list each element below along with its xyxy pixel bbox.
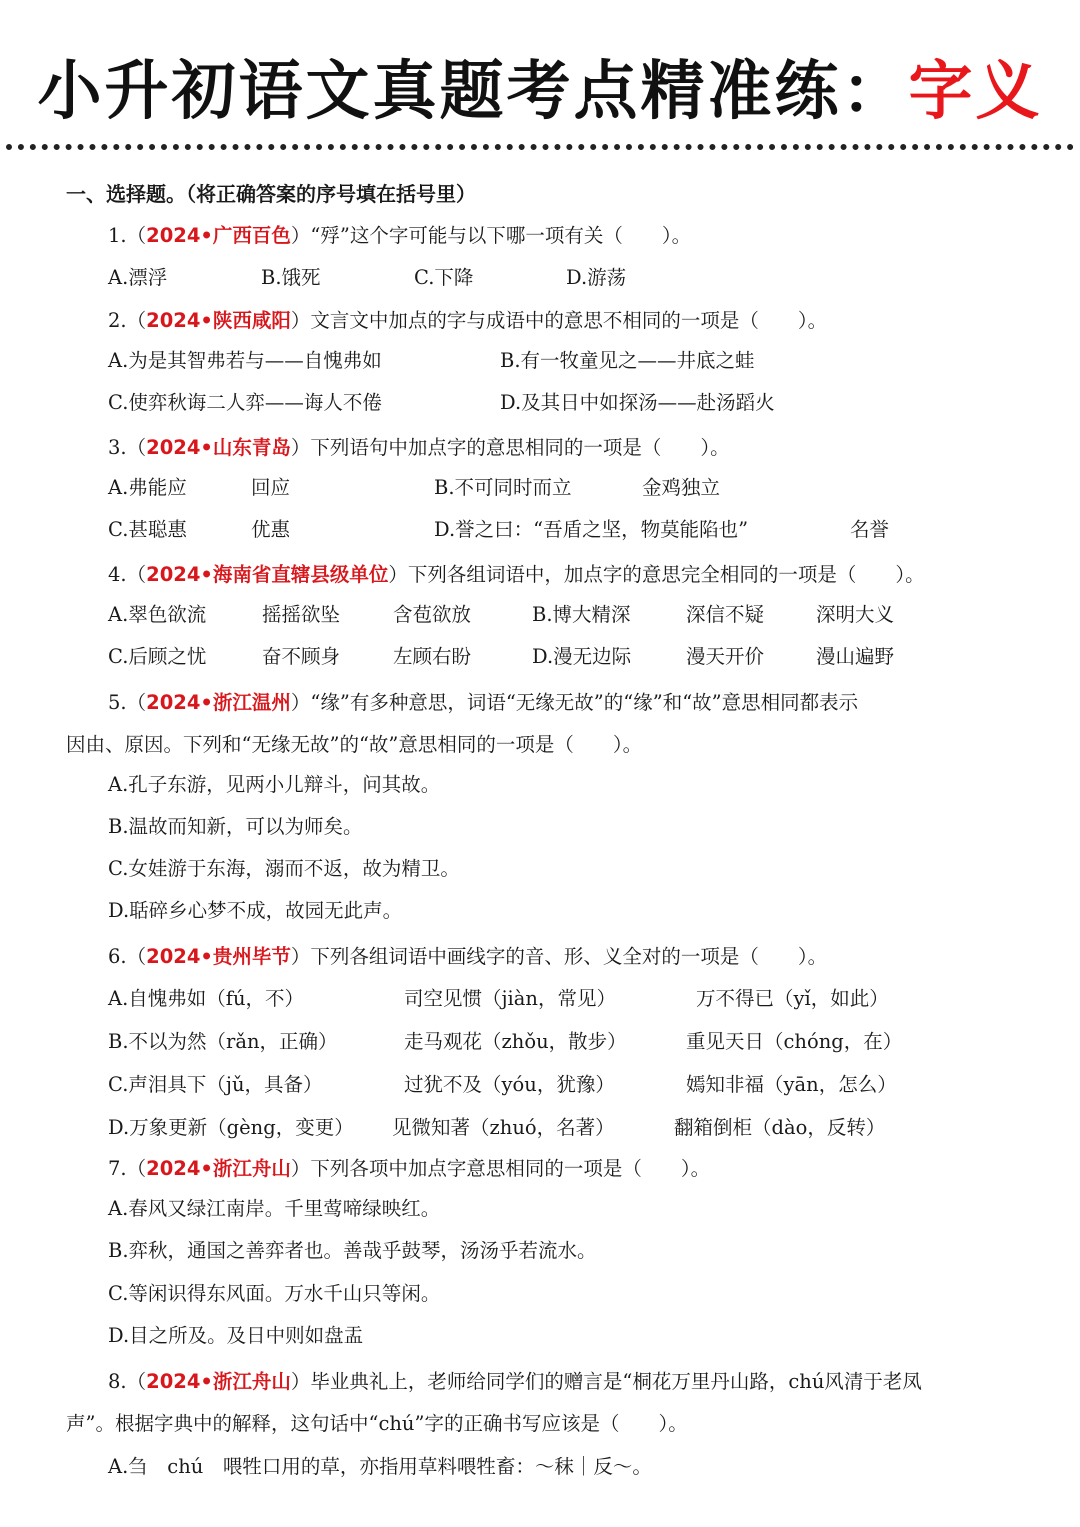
- question-2-options-cd: [108, 390, 1008, 416]
- option-c-word-2: 过犹不及（yóu，犹豫）: [404, 1073, 615, 1096]
- option-a-word-2: 摇摇欲坠: [262, 603, 341, 626]
- option-d[interactable]: D.目之所及。及日中则如盘盂: [108, 1324, 364, 1347]
- option-c-word-2: 奋不顾身: [262, 645, 341, 668]
- option-b-word: 金鸡独立: [642, 476, 721, 499]
- option-c[interactable]: C.后顾之忧: [108, 645, 207, 668]
- question-4-options-cd: [108, 644, 1028, 670]
- question-6-stem: 6.（2024•贵州毕节）下列各组词语中画线字的音、形、义全对的一项是（ ）。: [108, 945, 828, 968]
- option-b-word-3: 重见天日（chóng，在）: [686, 1030, 903, 1053]
- option-a[interactable]: A.翠色欲流: [108, 603, 207, 626]
- question-2-stem: 2.（2024•陕西咸阳）文言文中加点的字与成语中的意思不相同的一项是（ ）。: [108, 309, 828, 332]
- question-8-stem-cont: 声”。根据字典中的解释，这句话中“chú”字的正确书写应该是（ ）。: [66, 1412, 688, 1435]
- option-c[interactable]: C.声泪具下（jǔ，具备）: [108, 1073, 323, 1096]
- option-b[interactable]: B.弈秋，通国之善弈者也。善哉乎鼓琴，汤汤乎若流水。: [108, 1239, 597, 1262]
- option-c-word: 优惠: [251, 518, 291, 541]
- title-highlight: 字义: [908, 55, 1043, 129]
- question-3-stem: 3.（2024•山东青岛）下列语句中加点字的意思相同的一项是（ ）。: [108, 436, 730, 459]
- option-d-word: 名誉: [850, 518, 890, 541]
- option-a-word: 回应: [251, 476, 291, 499]
- option-d[interactable]: D.聒碎乡心梦不成，故园无此声。: [108, 899, 403, 922]
- option-c-word-3: 左顾右盼: [393, 645, 472, 668]
- option-c[interactable]: C.等闲识得东风面。万水千山只等闲。: [108, 1282, 441, 1305]
- option-a[interactable]: A.为是其智弗若与——自愧弗如: [108, 349, 382, 372]
- option-c[interactable]: C.下降: [414, 266, 474, 289]
- option-d[interactable]: D.万象更新（gèng，变更）: [108, 1116, 354, 1139]
- question-6-option-b: [108, 1029, 1028, 1055]
- option-b[interactable]: B.不可同时而立: [434, 476, 572, 499]
- option-d[interactable]: D.游荡: [566, 266, 627, 289]
- option-a[interactable]: A.漂浮: [108, 266, 168, 289]
- question-source: 2024•山东青岛: [146, 436, 291, 459]
- question-2-options-ab: [108, 348, 1008, 374]
- question-4-stem: 4.（2024•海南省直辖县级单位）下列各组词语中，加点字的意思完全相同的一项是（ ）。: [108, 563, 925, 586]
- option-a[interactable]: A.孔子东游，见两小儿辩斗，问其故。: [108, 773, 441, 796]
- option-b-word-3: 深明大义: [816, 603, 895, 626]
- question-5-stem-cont: 因由、原因。下列和“无缘无故”的“故”意思相同的一项是（ ）。: [66, 733, 643, 756]
- question-8-stem: 8.（2024•浙江舟山）毕业典礼上，老师给同学们的赠言是“桐花万里丹山路，chú风清于老凤: [108, 1370, 922, 1393]
- question-source: 2024•广西百色: [146, 224, 291, 247]
- question-1-stem: 1.（2024•广西百色）“殍”这个字可能与以下哪一项有关（ ）。: [108, 224, 692, 247]
- question-6-option-c: [108, 1072, 1028, 1098]
- question-3-options-cd: [108, 517, 1008, 543]
- option-c[interactable]: C.使弈秋诲二人弈——诲人不倦: [108, 391, 382, 414]
- option-d[interactable]: D.及其日中如探汤——赴汤蹈火: [500, 391, 775, 414]
- question-6-option-a: [108, 986, 1028, 1012]
- question-source: 2024•浙江温州: [146, 691, 291, 714]
- option-a-word-2: 司空见惯（jiàn，常见）: [404, 987, 616, 1010]
- option-c[interactable]: C.甚聪惠: [108, 518, 187, 541]
- question-source: 2024•陕西咸阳: [146, 309, 291, 332]
- option-b[interactable]: B.不以为然（rǎn，正确）: [108, 1030, 338, 1053]
- option-d[interactable]: D.漫无边际: [532, 645, 632, 668]
- option-d-word-3: 漫山遍野: [816, 645, 895, 668]
- option-b-word-2: 深信不疑: [686, 603, 765, 626]
- question-source: 2024•浙江舟山: [146, 1370, 291, 1393]
- option-a-word-3: 万不得已（yǐ，如此）: [696, 987, 889, 1010]
- option-b-word-2: 走马观花（zhǒu，散步）: [404, 1030, 627, 1053]
- page-title: 小升初语文真题考点精准练：字义: [37, 55, 1043, 129]
- option-d-word-3: 翻箱倒柜（dào，反转）: [674, 1116, 886, 1139]
- option-b[interactable]: B.有一牧童见之——井底之蛙: [500, 349, 755, 372]
- question-1-options: [108, 265, 1008, 291]
- option-a[interactable]: A.刍 chú 喂牲口用的草，亦指用草料喂牲畜：～秣｜反～。: [108, 1455, 652, 1478]
- option-b[interactable]: B.饿死: [261, 266, 321, 289]
- question-source: 2024•海南省直辖县级单位: [146, 563, 389, 586]
- question-7-stem: 7.（2024•浙江舟山）下列各项中加点字意思相同的一项是（ ）。: [108, 1157, 711, 1180]
- option-d-word-2: 见微知著（zhuó，名著）: [392, 1116, 615, 1139]
- option-b[interactable]: B.温故而知新，可以为师矣。: [108, 815, 363, 838]
- option-d[interactable]: D.誉之曰：“吾盾之坚，物莫能陷也”: [434, 518, 749, 541]
- option-a[interactable]: A.春风又绿江南岸。千里莺啼绿映红。: [108, 1197, 441, 1220]
- question-source: 2024•贵州毕节: [146, 945, 291, 968]
- option-c-word-3: 嫣知非福（yān，怎么）: [686, 1073, 897, 1096]
- option-a[interactable]: A.自愧弗如（fú，不）: [108, 987, 305, 1010]
- option-c[interactable]: C.女娃游于东海，溺而不返，故为精卫。: [108, 857, 460, 880]
- question-5-stem: 5.（2024•浙江温州）“缘”有多种意思，词语“无缘无故”的“缘”和“故”意思相同都表示: [108, 691, 859, 714]
- question-3-options-ab: [108, 475, 1008, 501]
- question-source: 2024•浙江舟山: [146, 1157, 291, 1180]
- section-heading: 一、选择题。（将正确答案的序号填在括号里）: [66, 182, 476, 206]
- option-a[interactable]: A.弗能应: [108, 476, 187, 499]
- option-a-word-3: 含苞欲放: [393, 603, 472, 626]
- option-b[interactable]: B.博大精深: [532, 603, 631, 626]
- dotted-divider: [6, 144, 1074, 150]
- option-d-word-2: 漫天开价: [686, 645, 765, 668]
- question-6-option-d: [108, 1115, 1028, 1141]
- question-4-options-ab: [108, 602, 1028, 628]
